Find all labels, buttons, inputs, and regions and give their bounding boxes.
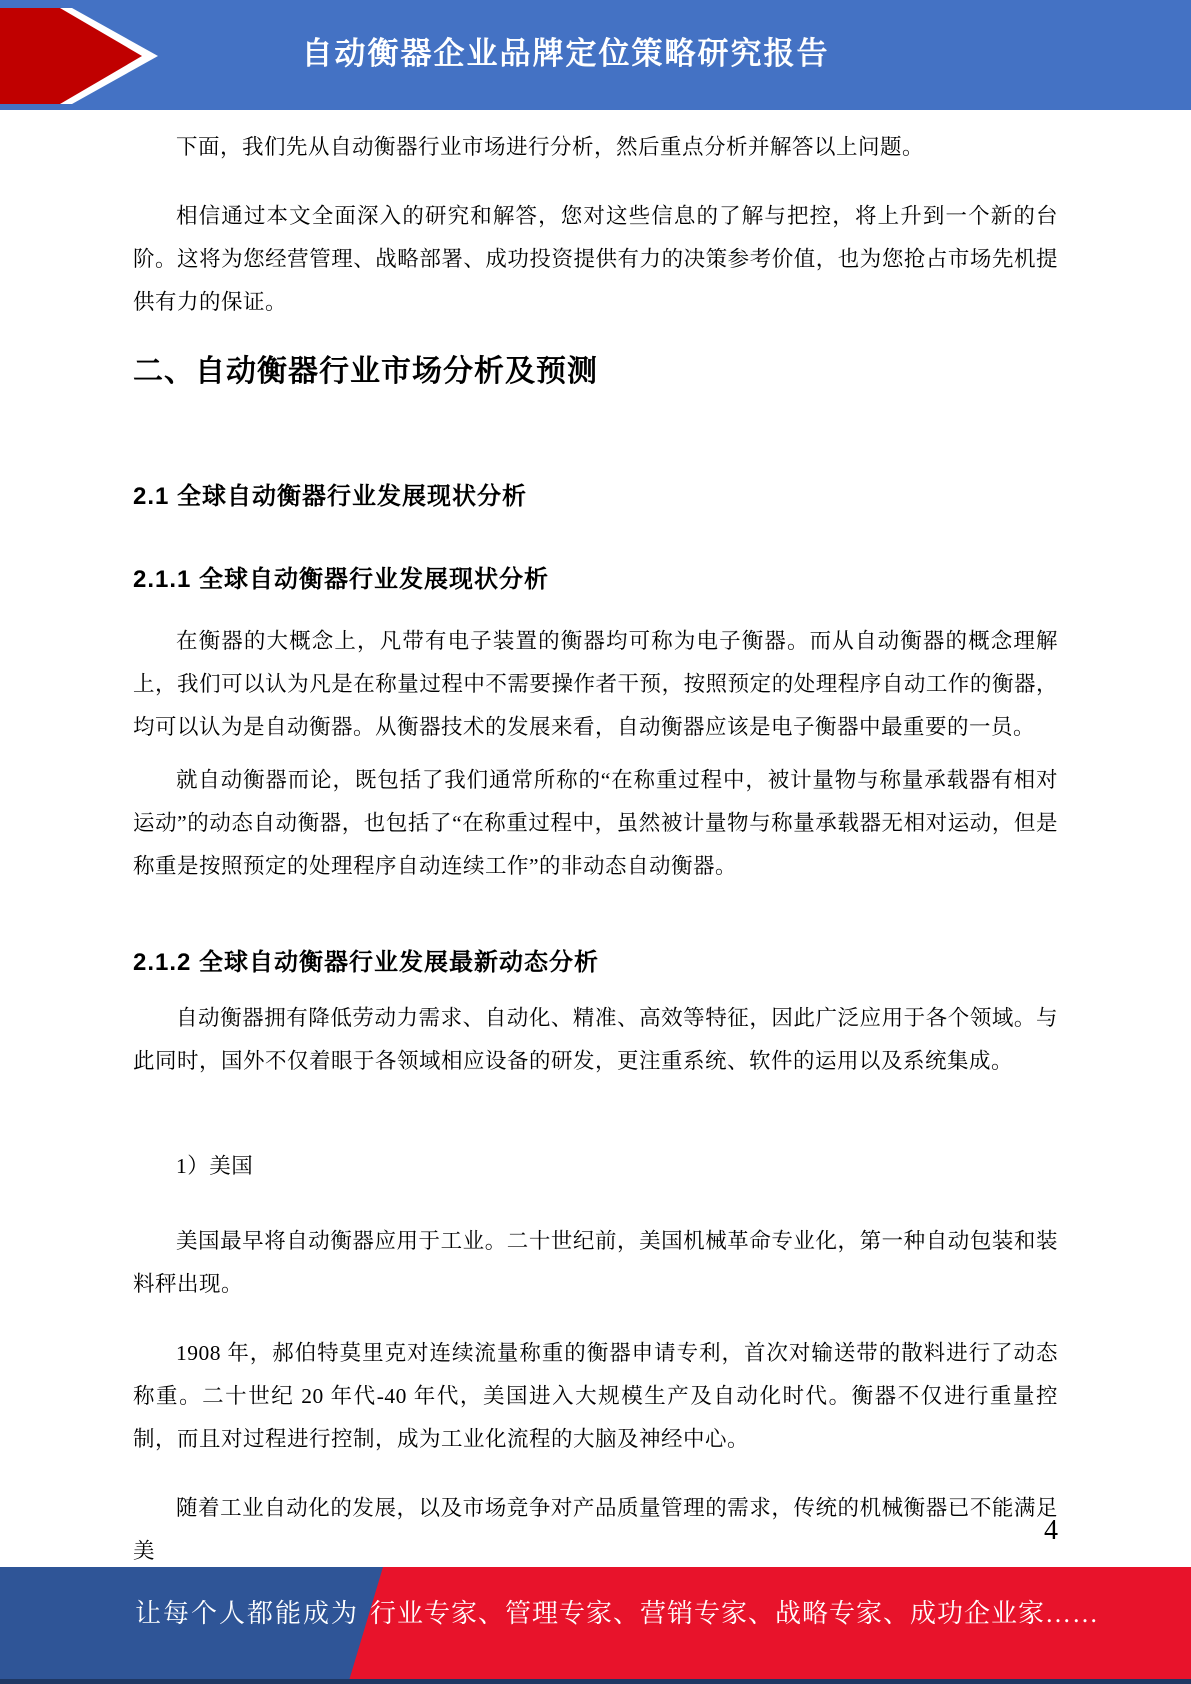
report-title: 自动衡器企业品牌定位策略研究报告 — [301, 36, 830, 71]
paragraph-1908: 1908 年，郝伯特莫里克对连续流量称重的衡器申请专利，首次对输送带的散料进行了动态称重。二十世纪 20 年代-40 年代，美国进入大规模生产及自动化时代。衡器不仅进行重量控制，而且对过程进行控制，成为工业化流程的大脑及神经中心。 — [133, 1341, 1058, 1451]
list-item-usa: 1）美国 — [176, 1154, 254, 1178]
page-number: 4 — [1044, 1515, 1058, 1546]
footer-slogan-left: 让每个人都能成为 — [135, 1599, 360, 1628]
footer-bottom-strip — [0, 1679, 1191, 1684]
footer-banner — [0, 1567, 1191, 1684]
paragraph-automation: 随着工业自动化的发展，以及市场竞争对产品质量管理的需求，传统的机械衡器已不能满足美 — [133, 1496, 1058, 1563]
paragraph-features: 自动衡器拥有降低劳动力需求、自动化、精准、高效等特征，因此广泛应用于各个领域。与此同时，国外不仅着眼于各领域相应设备的研发，更注重系统、软件的运用以及系统集成。 — [133, 1006, 1058, 1073]
paragraph-value: 相信通过本文全面深入的研究和解答，您对这些信息的了解与把控，将上升到一个新的台阶。这将为您经营管理、战略部署、成功投资提供有力的决策参考价值，也为您抢占市场先机提供有力的保证。 — [133, 204, 1058, 314]
section-heading-2: 二、自动衡器行业市场分析及预测 — [133, 355, 598, 388]
paragraph-intro: 下面，我们先从自动衡器行业市场进行分析，然后重点分析并解答以上问题。 — [176, 135, 925, 159]
heading-2-1-2: 2.1.2 全球自动衡器行业发展最新动态分析 — [133, 949, 600, 976]
heading-2-1: 2.1 全球自动衡器行业发展现状分析 — [133, 483, 528, 510]
paragraph-definition: 在衡器的大概念上，凡带有电子装置的衡器均可称为电子衡器。而从自动衡器的概念理解上，我们可以认为凡是在称量过程中不需要操作者干预，按照预定的处理程序自动工作的衡器，均可以认为是自动衡器。从衡器技术的发展来看，自动衡器应该是电子衡器中最重要的一员。 — [133, 629, 1058, 739]
heading-2-1-1: 2.1.1 全球自动衡器行业发展现状分析 — [133, 566, 550, 593]
footer-slogan-right: 行业专家、管理专家、营销专家、战略专家、成功企业家…… — [370, 1599, 1100, 1628]
header-banner — [0, 0, 1191, 110]
document-body — [133, 110, 1058, 1573]
paragraph-usa-history: 美国最早将自动衡器应用于工业。二十世纪前，美国机械革命专业化，第一种自动包装和装料秤出现。 — [133, 1229, 1058, 1296]
paragraph-scope: 就自动衡器而论，既包括了我们通常所称的“在称重过程中，被计量物与称量承载器有相对运动”的动态自动衡器，也包括了“在称重过程中，虽然被计量物与称量承载器无相对运动，但是称重是按照预定的处理程序自动连续工作”的非动态自动衡器。 — [133, 768, 1058, 878]
